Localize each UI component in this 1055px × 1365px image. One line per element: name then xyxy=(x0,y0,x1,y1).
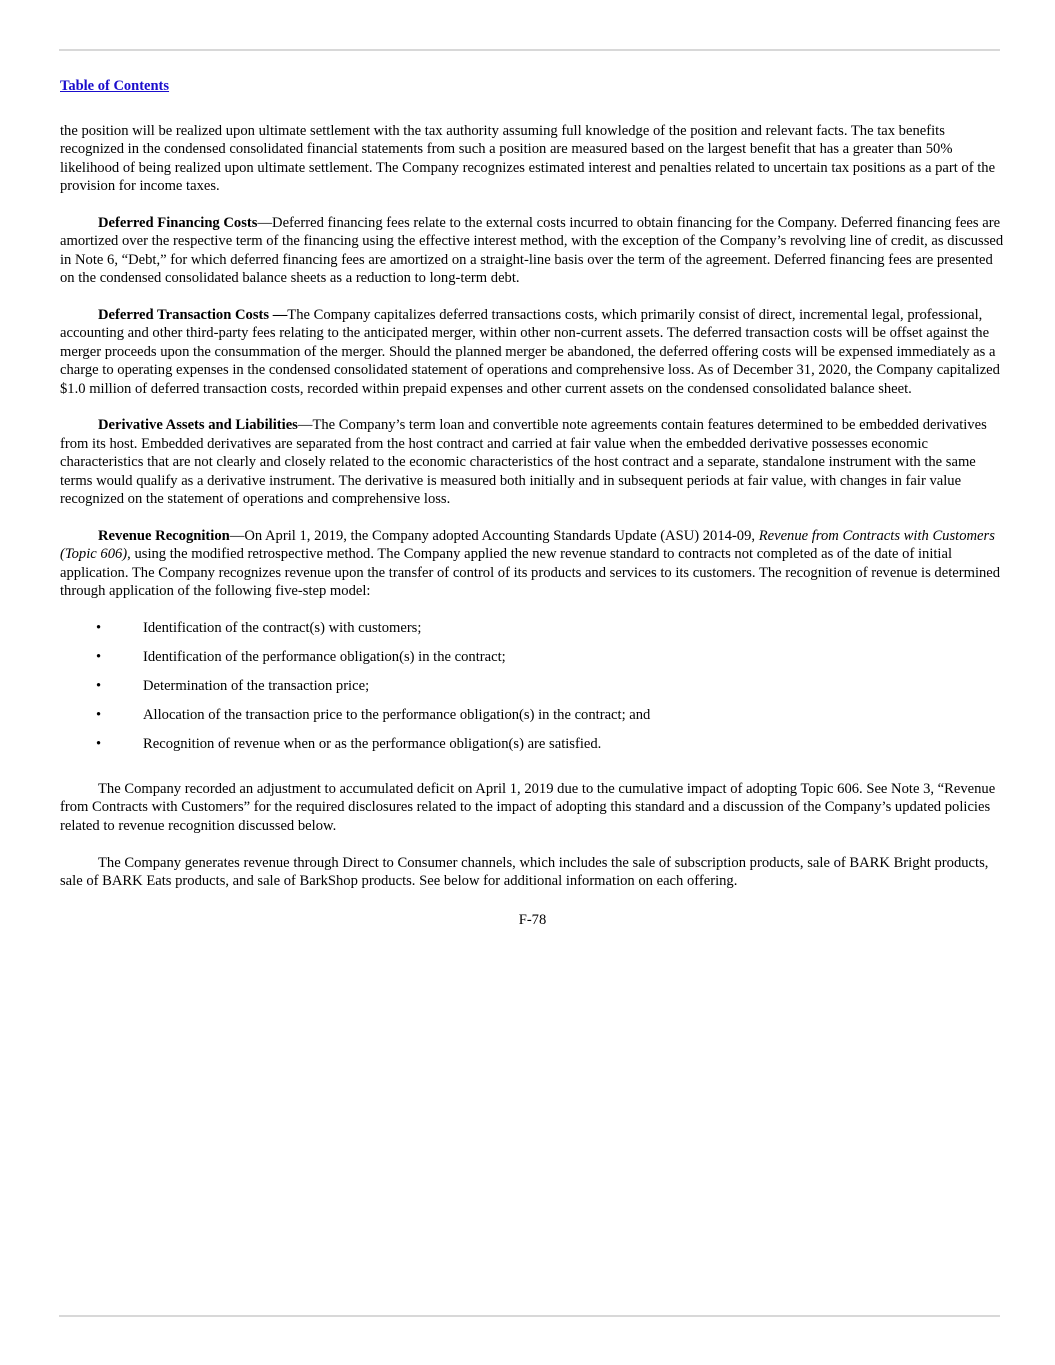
paragraph-derivative-assets xyxy=(60,416,1008,508)
body-deferred-transaction-costs: The Company capitalizes deferred transactions costs, which primarily consist of direct, incremental legal, professional, accounting and other third-party fees relating to the anticipated merger, within other non-current assets. The deferred transaction costs will be offset against the merger proceeds upon the consummation of the merger. Should the planned merger be abandoned, the deferred offering costs will be expensed immediately as a charge to operating expenses in the condensed consolidated statement of operations and comprehensive loss. As of December 31, 2020, the Company capitalized $1.0 million of deferred transaction costs, recorded within prepaid expenses and other current assets on the condensed consolidated balance sheet. xyxy=(60,307,1000,397)
list-item xyxy=(60,706,1008,735)
list-item xyxy=(60,648,1008,677)
body-deferred-financing-costs: —Deferred financing fees relate to the external costs incurred to obtain financing for the Company. Deferred financing fees are amortized over the respective term of the financing using the effective interest method, with the exception of the Company’s revolving line of credit, as discussed in Note 6, “Debt,” for which deferred financing fees are amortized on a straight-line basis over the term of the agreement. Deferred financing fees are presented on the condensed consolidated balance sheets as a reduction to long-term debt. xyxy=(60,215,1004,287)
five-step-model-list xyxy=(60,619,1008,764)
list-item-text: Recognition of revenue when or as the performance obligation(s) are satisfied. xyxy=(143,735,602,752)
heading-deferred-transaction-costs: Deferred Transaction Costs — xyxy=(98,307,288,324)
body-revenue-recognition-italic: Revenue from Contracts with Customers (Topic 606) xyxy=(60,527,995,563)
list-item-text: Allocation of the transaction price to the performance obligation(s) in the contract; and xyxy=(143,706,651,723)
document-body xyxy=(60,122,1008,909)
heading-derivative-assets: Derivative Assets and Liabilities xyxy=(98,417,298,434)
list-item xyxy=(60,735,1008,764)
top-divider xyxy=(59,49,1000,51)
list-item-text: Identification of the contract(s) with customers; xyxy=(143,619,422,636)
list-item xyxy=(60,619,1008,648)
paragraph-deferred-financing-costs xyxy=(60,214,1008,288)
body-derivative-assets: —The Company’s term loan and convertible note agreements contain features determined to be embedded derivatives from its host. Embedded derivatives are separated from the host contract and carried at fair value when the embedded derivative possesses economic characteristics that are not clearly and closely related to the economic characteristics of the host contract and a separate, standalone instrument with the same terms would qualify as a derivative instrument. The derivative is measured both initially and in subsequent periods at fair value, with changes in fair value recognized on the statement of operations and comprehensive loss. xyxy=(60,417,987,508)
bullet-icon: • xyxy=(96,619,102,636)
list-item-text: Determination of the transaction price; xyxy=(143,677,370,694)
list-item-text: Identification of the performance obligation(s) in the contract; xyxy=(143,648,506,665)
paragraph-direct-to-consumer: The Company generates revenue through Direct to Consumer channels, which includes the sale of subscription products, sale of BARK Bright products, sale of BARK Eats products, and sale of BarkShop products. See below for additional information on each offering. xyxy=(60,854,989,889)
paragraph-revenue-recognition xyxy=(60,527,1008,601)
bullet-icon: • xyxy=(96,735,102,752)
bullet-icon: • xyxy=(96,648,102,665)
paragraph-tax-positions: the position will be realized upon ultimate settlement with the tax authority assuming full knowledge of the position and relevant facts. The tax benefits recognized in the condensed consolidated financial statements from such a position are measured based on the largest benefit that has a greater than 50% likelihood of being realized upon ultimate settlement. The Company recognizes estimated interest and penalties related to uncertain tax positions as a part of the provision for income taxes. xyxy=(60,123,996,195)
paragraph-topic-606-adjustment: The Company recorded an adjustment to accumulated deficit on April 1, 2019 due to the cumulative impact of adopting Topic 606. See Note 3, “Revenue from Contracts with Customers” for the required disclosures related to the impact of adopting this standard and a discussion of the Company’s updated policies related to revenue recognition discussed below. xyxy=(60,780,996,834)
paragraph-deferred-transaction-costs xyxy=(60,306,1008,398)
body-revenue-recognition-a: —On April 1, 2019, the Company adopted Accounting Standards Update (ASU) 2014-09, xyxy=(229,527,759,544)
bottom-divider xyxy=(59,1315,1000,1317)
page-number: F-78 xyxy=(518,912,547,928)
body-revenue-recognition-b: , using the modified retrospective method. The Company applied the new revenue standard to contracts not completed as of the date of initial application. The Company recognizes revenue upon the transfer of control of its products and services to its customers. The recognition of revenue is determined through application of the following five-step model: xyxy=(60,546,1001,600)
heading-revenue-recognition: Revenue Recognition xyxy=(98,527,230,544)
table-of-contents-link[interactable]: Table of Contents xyxy=(60,78,170,94)
list-item xyxy=(60,677,1008,706)
bullet-icon: • xyxy=(96,706,102,723)
bullet-icon: • xyxy=(96,677,102,694)
heading-deferred-financing-costs: Deferred Financing Costs xyxy=(98,215,258,232)
